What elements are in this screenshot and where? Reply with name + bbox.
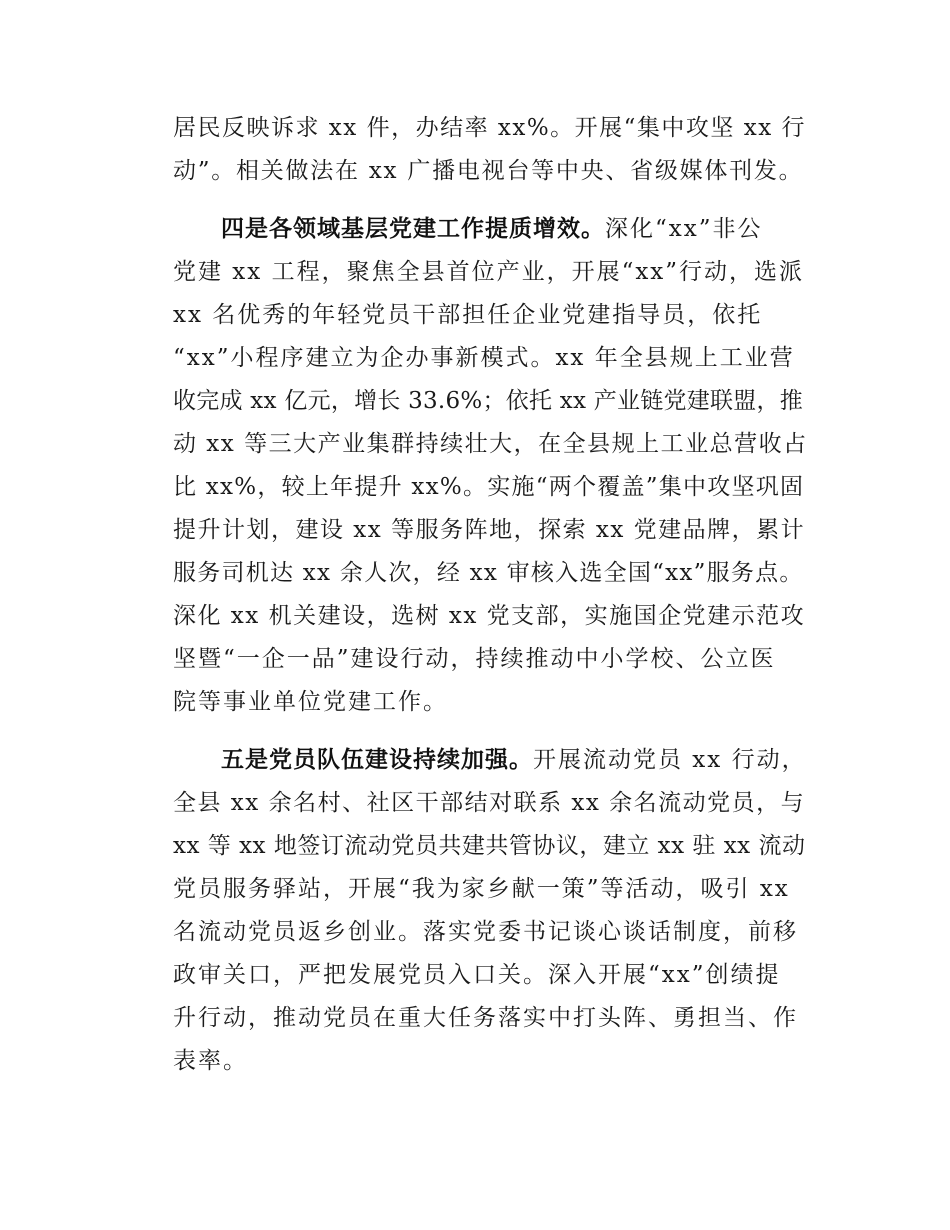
paragraph-3-line-6: 政审关口，严把发展党员入口关。深入开展“xx”创绩提 [173,962,781,988]
paragraph-3-line-8: 表率。 [173,1048,248,1074]
paragraph-2-line-4: “xx”小程序建立为企办事新模式。xx 年全县规上工业营 [173,345,795,371]
paragraph-2-line-3: xx 名优秀的年轻党员干部担任企业党建指导员，依托 [173,302,763,328]
paragraph-2-line-1 [221,209,762,249]
paragraph-3-line-7: 升行动，推动党员在重大任务落实中打头阵、勇担当、作 [173,1005,798,1031]
paragraph-2-line-7: 比 xx%，较上年提升 xx%。实施“两个覆盖”集中攻坚巩固 [173,474,805,500]
paragraph-2-line-10: 深化 xx 机关建设，选树 xx 党支部，实施国企党建示范攻 [173,603,806,629]
paragraph-2-line-1-text: 深化“xx”非公 [605,216,763,242]
paragraph-2-line-12: 院等事业单位党建工作。 [173,689,448,715]
paragraph-2-line-5: 收完成 xx 亿元，增长 33.6%；依托 xx 产业链党建联盟，推 [173,388,804,414]
paragraph-2-line-2: 党建 xx 工程，聚焦全县首位产业，开展“xx”行动，选派 [173,259,805,285]
paragraph-1-line-1: 居民反映诉求 xx 件，办结率 xx%。开展“集中攻坚 xx 行 [173,115,806,141]
paragraph-2-line-6: 动 xx 等三大产业集群持续壮大，在全县规上工业总营收占 [173,431,808,457]
paragraph-3-heading: 五是党员队伍建设持续加强。 [221,747,533,773]
paragraph-3-line-1-text: 开展流动党员 xx 行动， [533,747,807,773]
paragraph-3-line-4: 党员服务驿站，开展“我为家乡献一策”等活动，吸引 xx [173,876,790,902]
paragraph-3-line-2: 全县 xx 余名村、社区干部结对联系 xx 余名流动党员，与 [173,790,806,816]
paragraph-3-line-3: xx 等 xx 地签订流动党员共建共管协议，建立 xx 驻 xx 流动 [173,833,806,859]
paragraph-2-heading: 四是各领域基层党建工作提质增效。 [221,216,605,242]
paragraph-2-line-9: 服务司机达 xx 余人次，经 xx 审核入选全国“xx”服务点。 [173,560,804,586]
paragraph-1-line-2: 动”。相关做法在 xx 广播电视台等中央、省级媒体刊发。 [173,158,804,184]
paragraph-2-line-8: 提升计划，建设 xx 等服务阵地，探索 xx 党建品牌，累计 [173,517,806,543]
paragraph-3-line-5: 名流动党员返乡创业。落实党委书记谈心谈话制度，前移 [173,919,798,945]
paragraph-2-line-11: 坚暨“一企一品”建设行动，持续推动中小学校、公立医 [173,646,776,672]
paragraph-3-line-1 [221,740,807,780]
